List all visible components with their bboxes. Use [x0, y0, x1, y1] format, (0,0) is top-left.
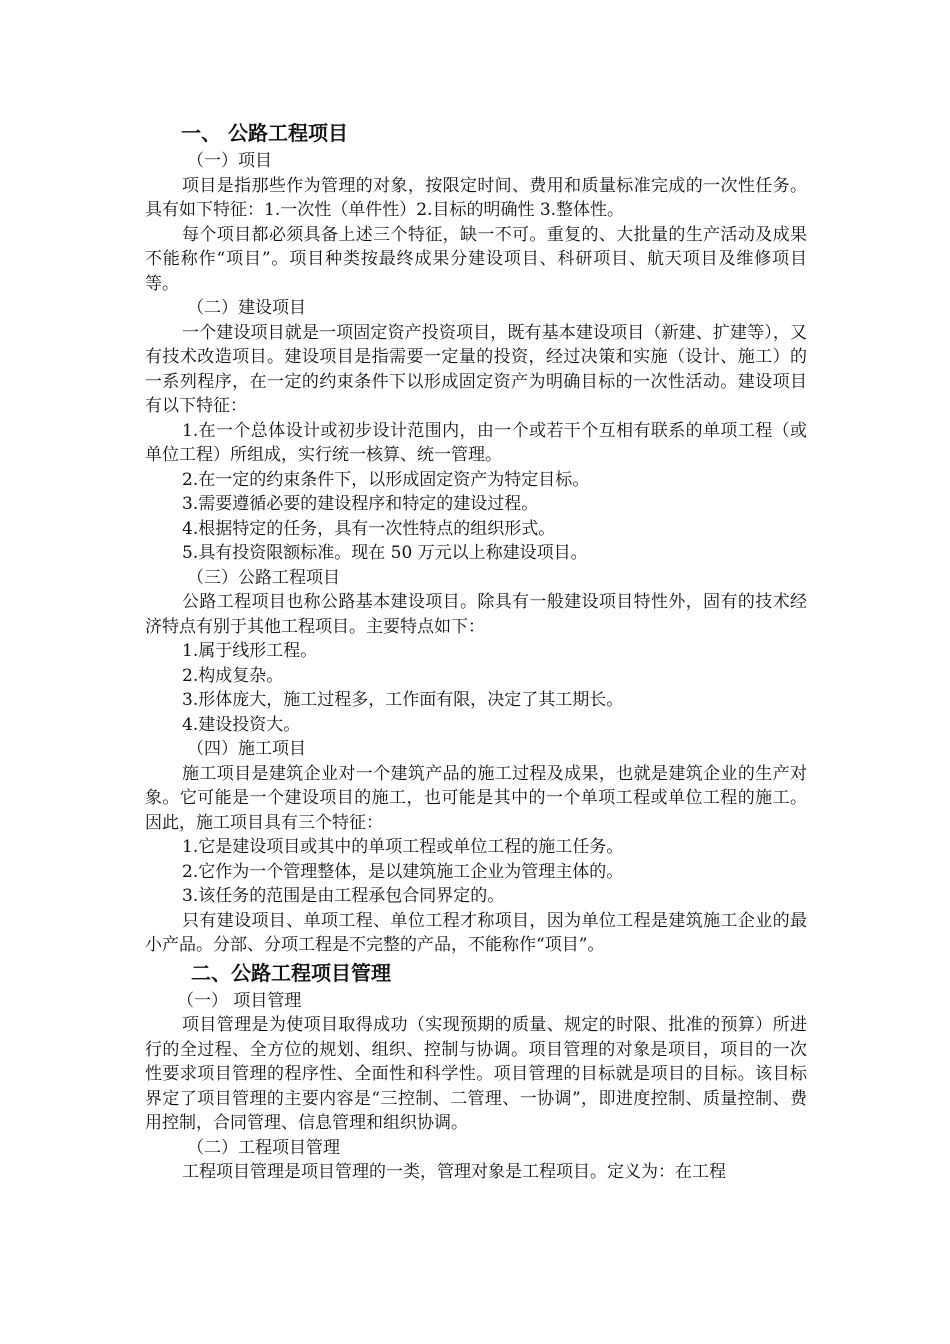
list-item: 5.具有投资限额标准。现在 50 万元以上称建设项目。: [182, 543, 588, 563]
list-item: 2.在一定的约束条件下，以形成固定资产为特定目标。: [182, 469, 590, 490]
list-item: 1.它是建设项目或其中的单项工程或单位工程的施工任务。: [182, 837, 624, 857]
document-page: [145, 118, 807, 1185]
paragraph: 项目是指那些作为管理的对象，按限定时间、费用和质量标准完成的一次性任务。具有如下特征：1.一次性（单件性）2.目标的明确性 3.整体性。: [145, 175, 807, 220]
paragraph: 1.在一个总体设计或初步设计范围内，由一个或若干个互相有联系的单项工程（或单位工程）所组成，实行统一核算、统一管理。: [145, 420, 807, 465]
subsection-title: （三）公路工程项目: [187, 567, 340, 588]
subsection-title: （一）项目: [187, 151, 272, 171]
list-item: 2.构成复杂。: [182, 665, 284, 686]
paragraph: 只有建设项目、单项工程、单位工程才称项目，因为单位工程是建筑施工企业的最小产品。分部、分项工程是不完整的产品，不能称作“项目”。: [145, 910, 807, 955]
paragraph: 每个项目都必须具备上述三个特征，缺一不可。重复的、大批量的生产活动及成果不能称作“项目”。项目种类按最终成果分建设项目、科研项目、航天项目及维修项目等。: [145, 224, 807, 294]
section-heading-2: 二、公路工程项目管理: [191, 960, 391, 985]
subsection-title: （一） 项目管理: [177, 990, 302, 1011]
paragraph: 一个建设项目就是一项固定资产投资项目，既有基本建设项目（新建、扩建等），又有技术改造项目。建设项目是指需要一定量的投资，经过决策和实施（设计、施工）的一系列程序，在一定的约束条件下以形成固定资产为明确目标的一次性活动。建设项目有以下特征：: [145, 322, 807, 416]
list-item: 3.需要遵循必要的建设程序和特定的建设过程。: [182, 494, 539, 514]
list-item: 3.该任务的范围是由工程承包合同界定的。: [182, 886, 505, 906]
list-item: 1.属于线形工程。: [182, 641, 318, 661]
section-heading-1: 一、 公路工程项目: [181, 121, 348, 145]
subsection-title: （二）建设项目: [187, 298, 306, 318]
list-item: 2.它作为一个管理整体，是以建筑施工企业为管理主体的。: [182, 861, 624, 882]
list-item: 4.根据特定的任务，具有一次性特点的组织形式。: [182, 518, 556, 539]
subsection-title: （二）工程项目管理: [187, 1137, 340, 1158]
paragraph: 公路工程项目也称公路基本建设项目。除具有一般建设项目特性外，固有的技术经济特点有别于其他工程项目。主要特点如下：: [145, 592, 807, 637]
list-item: 4.建设投资大。: [182, 714, 301, 735]
list-item: 3.形体庞大，施工过程多，工作面有限，决定了其工期长。: [182, 690, 624, 710]
paragraph: 工程项目管理是项目管理的一类，管理对象是工程项目。定义为：在工程: [182, 1162, 726, 1182]
paragraph: 施工项目是建筑企业对一个建筑产品的施工过程及成果，也就是建筑企业的生产对象。它可能是一个建设项目的施工，也可能是其中的一个单项工程或单位工程的施工。因此，施工项目具有三个特征：: [145, 763, 807, 833]
subsection-title: （四）施工项目: [187, 739, 306, 759]
paragraph: 项目管理是为使项目取得成功（实现预期的质量、规定的时限、批准的预算）所进行的全过程、全方位的规划、组织、控制与协调。项目管理的对象是项目，项目的一次性要求项目管理的程序性、全面性和科学性。项目管理的目标就是项目的目标。该目标界定了项目管理的主要内容是“三控制、二管理、一协调”，即进度控制、质量控制、费用控制，合同管理、信息管理和组织协调。: [145, 1015, 807, 1133]
